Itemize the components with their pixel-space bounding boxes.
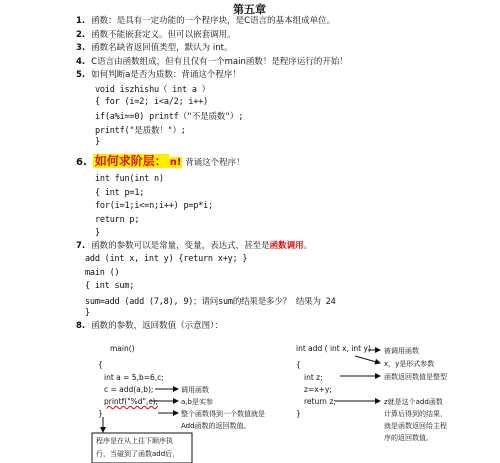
diagram-add-line-6: } [296, 409, 301, 418]
list-item-4: 4. C语言由函数组成，但有且仅有一个main函数！是程序运行的开始！ [76, 57, 348, 67]
add-code-line-2: main () [85, 268, 120, 278]
diagram-add-line-5: return z; [304, 397, 336, 406]
list-item-7: 7. 函数的参数可以是常量，变量，表达式，甚至是函数调用。 [76, 241, 313, 251]
note-return-int: 函数返回数值是整型 [384, 373, 447, 381]
note-return-value-2: Add函数的返回数值。 [181, 422, 251, 430]
diagram-add-line-1: int add ( int x, int y) [296, 344, 371, 353]
note-called-function: 被调用函数 [384, 347, 419, 355]
diagram-add-line-2: { [296, 360, 301, 369]
note-z-result-1: z就是这个add函数 [384, 398, 443, 406]
diagram-main-line-1: main() [110, 344, 135, 353]
diagram-main-line-4: c = add(a,b); [104, 385, 154, 394]
factorial-symbol: n! [169, 157, 182, 168]
note-z-result-4: 序的返回数值。 [384, 434, 433, 442]
prime-code-line-2: { for (i=2; i<a/2; i++) [95, 97, 209, 107]
add-code-line-3: { int sum; [85, 281, 135, 291]
note-z-result-3: 就是函数返回给主程 [384, 422, 447, 430]
prime-code-line-3: if(a%i==0) printf（"不是质数"）; [95, 112, 244, 122]
list-item-2: 2. 函数不能嵌套定义。但可以嵌套调用。 [76, 30, 236, 40]
list-item-5: 5. 如何判断a是否为质数：背诵这个程序！ [76, 70, 241, 80]
list-item-1: 1. 函数：是具有一定功能的一个程序块，是C语言的基本组成单位。 [76, 16, 336, 26]
highlight-factorial: 如何求阶层： [94, 154, 167, 168]
prime-code-line-5: } [95, 137, 100, 147]
fact-code-line-3: for(i=1;i<=n;i++) p=p*i; [95, 201, 214, 211]
list-item-6: 6. 如何求阶层： n! 背诵这个程序！ [76, 154, 245, 168]
add-code-line-4: sum=add (add (7,8), 9)；请问sum的结果是多少？ 结果为 24 [85, 297, 336, 307]
diagram-main-line-3: int a = 5,b=6,c; [104, 373, 164, 382]
list-item-3: 3. 函数名缺省返回值类型，默认为 int。 [76, 43, 233, 53]
box-note-line-2: 行，当碰到了函数add后， [96, 450, 180, 458]
prime-code-line-4: printf("是质数！"）; [95, 126, 186, 136]
diagram-main-line-5: printf("%d",c); [104, 397, 158, 406]
diagram-add-line-3: int z; [304, 373, 323, 382]
box-note-line-1: 程序是在从上往下顺序执 [96, 437, 173, 445]
note-call-function: 调用函数 [181, 386, 209, 394]
add-code-line-1: add (int x, int y) {return x+y; } [85, 254, 248, 264]
add-code-line-5: } [85, 308, 90, 318]
function-call-highlight: 函数调用 [269, 241, 304, 251]
fact-code-line-4: return p; [95, 215, 140, 225]
note-z-result-2: 计算后得到的结果， [384, 410, 447, 418]
fact-code-line-1: int fun(int n) [95, 174, 164, 184]
fact-code-line-2: { int p=1; [95, 188, 145, 198]
diagram-main-line-2: { [98, 360, 103, 369]
note-formal-params: x，y是形式参数 [384, 360, 435, 368]
fact-code-line-5: } [95, 228, 100, 238]
note-actual-params: a,b是实参 [181, 398, 213, 406]
list-item-8: 8. 函数的参数，返回数值（示意图）： [76, 321, 223, 331]
note-return-value-1: 整个函数得到一个数值就是 [181, 410, 265, 418]
diagram-main-line-6: } [98, 409, 103, 418]
page-title: 第五章 [233, 3, 266, 16]
diagram-add-line-4: z=x+y; [304, 385, 332, 394]
prime-code-line-1: void iszhishu（ int a ） [95, 85, 210, 95]
